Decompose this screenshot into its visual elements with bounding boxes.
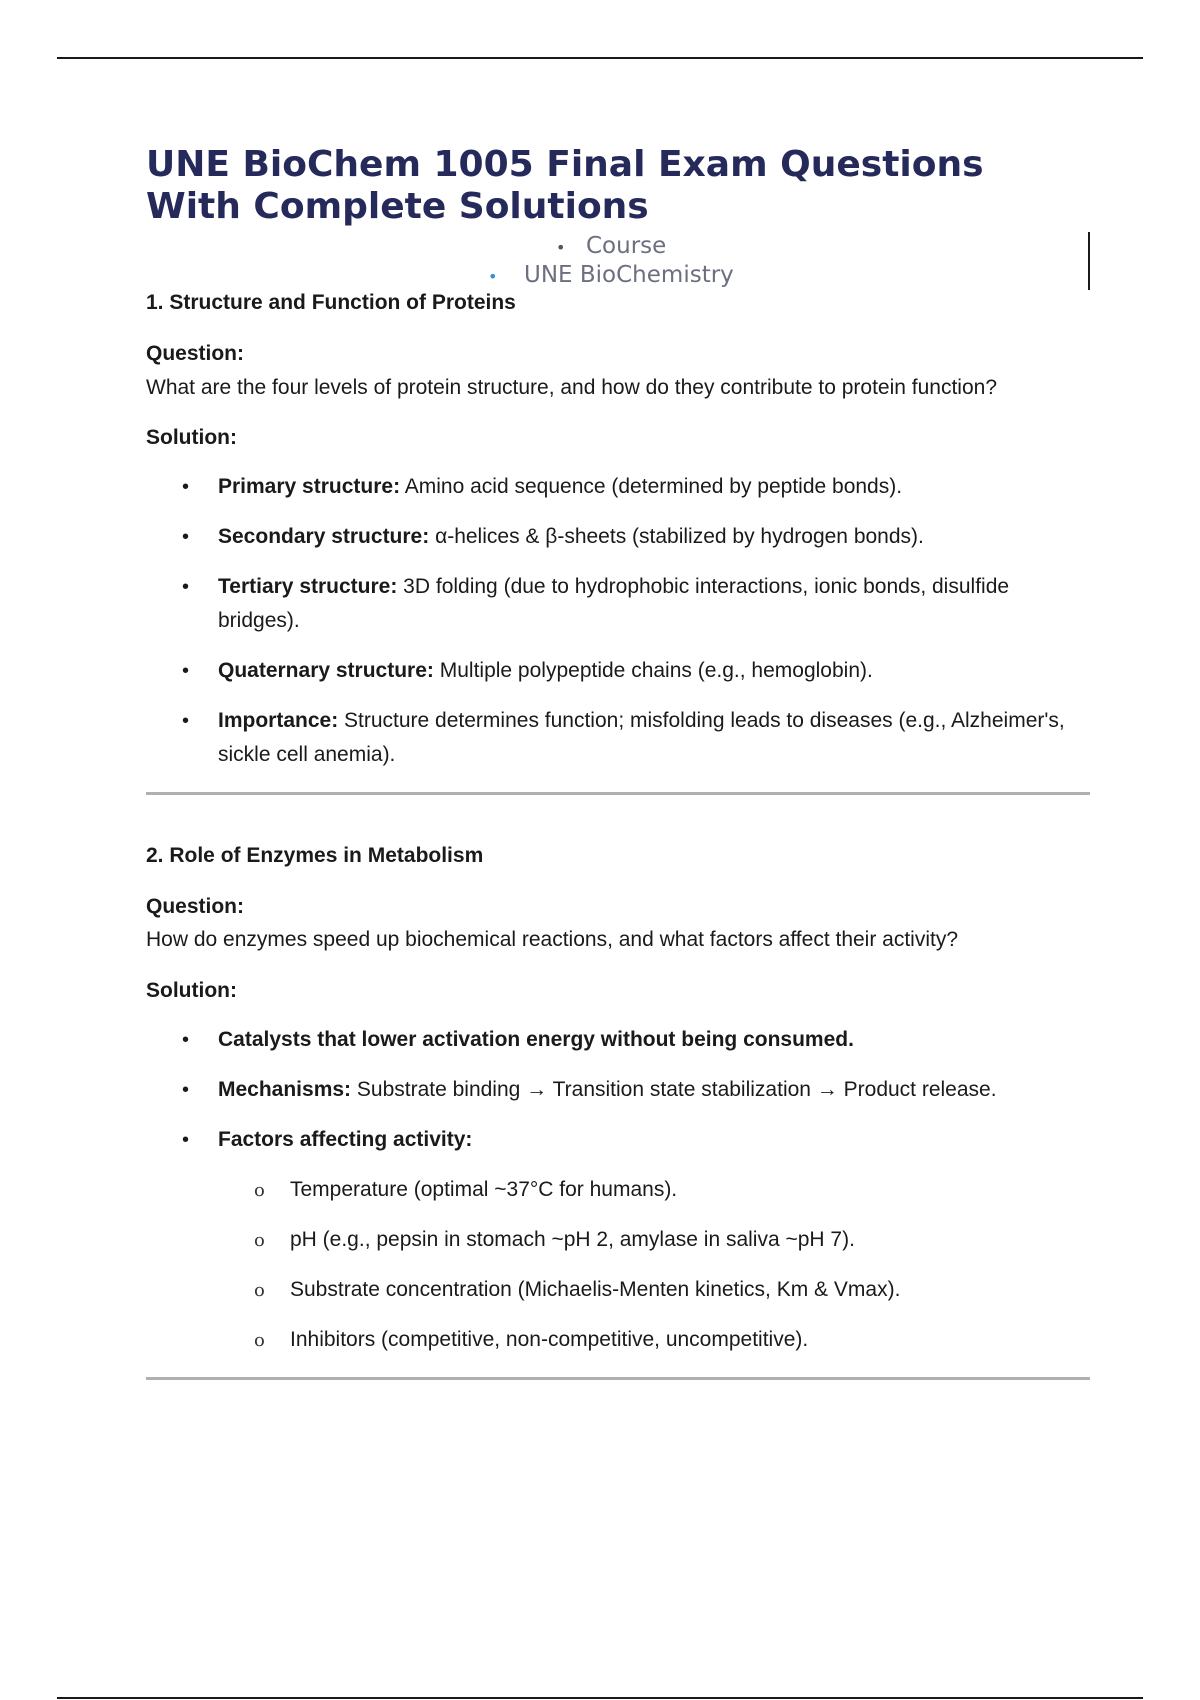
sub-list-item (146, 1273, 900, 1307)
bullet-icon: • (182, 660, 190, 682)
bullet-icon: • (182, 1029, 190, 1051)
question-label: Question: (146, 895, 244, 918)
list-item (146, 654, 1090, 688)
circle-bullet-icon: o (254, 1230, 265, 1251)
list-item (146, 1073, 1090, 1107)
sub-list-item-text: Temperature (optimal ~37°C for humans). (290, 1178, 678, 1201)
factors-sublist (146, 1173, 900, 1373)
circle-bullet-icon: o (254, 1280, 265, 1301)
section-divider (146, 1377, 1090, 1380)
list-item-term: Mechanisms: (218, 1078, 352, 1101)
list-item-term: Importance: (218, 709, 339, 732)
list-item-text: 3D folding (due to hydrophobic interactions, ionic bonds, disulfide bridges). (218, 575, 1010, 632)
list-item-term: Catalysts that lower activation energy without being consumed. (218, 1028, 854, 1051)
solution-label: Solution: (146, 426, 237, 449)
course-label[interactable]: Course (586, 233, 667, 259)
list-item-term: Secondary structure: (218, 525, 430, 548)
circle-bullet-icon: o (254, 1330, 265, 1351)
bullet-icon: • (182, 1129, 190, 1151)
bullet-dot-icon: • (488, 267, 498, 286)
list-item (146, 704, 1090, 772)
list-item-text: Multiple polypeptide chains (e.g., hemoglobin). (433, 659, 873, 682)
question-label: Question: (146, 342, 244, 365)
course-label-line (556, 232, 666, 262)
list-item-term: Tertiary structure: (218, 575, 398, 598)
sub-list-item (146, 1223, 900, 1257)
list-item (146, 570, 1090, 638)
bullet-icon: • (182, 1079, 190, 1101)
sub-list-item-text: pH (e.g., pepsin in stomach ~pH 2, amylase in saliva ~pH 7). (290, 1228, 855, 1251)
list-item-text: α-helices & β-sheets (stabilized by hydrogen bonds). (429, 525, 924, 548)
solution-list (146, 470, 1090, 788)
bullet-icon: • (182, 710, 190, 732)
list-item-text: Substrate binding → Transition state stabilization → Product release. (351, 1078, 997, 1101)
list-item-text: Structure determines function; misfolding leads to diseases (e.g., Alzheimer's, sickle cell anemia). (218, 709, 1065, 766)
page-top-rule (57, 57, 1143, 59)
circle-bullet-icon: o (254, 1180, 265, 1201)
bullet-icon: • (182, 476, 190, 498)
sub-list-item (146, 1173, 900, 1207)
section-heading: 1. Structure and Function of Proteins (146, 291, 516, 314)
list-item (146, 1123, 1090, 1157)
list-item-term: Factors affecting activity: (218, 1128, 473, 1151)
section-divider (146, 792, 1090, 795)
solution-label: Solution: (146, 979, 237, 1002)
course-name-line (488, 261, 734, 291)
bullet-icon: • (182, 526, 190, 548)
question-text: How do enzymes speed up biochemical reactions, and what factors affect their activity? (146, 928, 959, 951)
sub-list-item (146, 1323, 900, 1357)
text-cursor (1088, 232, 1090, 290)
sub-list-item-text: Substrate concentration (Michaelis-Menten kinetics, Km & Vmax). (290, 1278, 901, 1301)
solution-list (146, 1023, 1090, 1173)
list-item-text: Amino acid sequence (determined by peptide bonds). (400, 475, 903, 498)
question-text: What are the four levels of protein structure, and how do they contribute to protein function? (146, 376, 997, 399)
section-heading: 2. Role of Enzymes in Metabolism (146, 844, 484, 867)
list-item (146, 520, 1090, 554)
bullet-dot-icon: • (556, 238, 566, 257)
sub-list-item-text: Inhibitors (competitive, non-competitive, uncompetitive). (290, 1328, 809, 1351)
list-item-term: Primary structure: (218, 475, 401, 498)
list-item (146, 470, 1090, 504)
document-title: UNE BioChem 1005 Final Exam Questions With Complete Solutions (146, 144, 984, 227)
bullet-icon: • (182, 576, 190, 598)
list-item (146, 1023, 1090, 1057)
course-name-link[interactable]: UNE BioChemistry (524, 262, 734, 288)
page-bottom-rule (57, 1697, 1143, 1699)
list-item-term: Quaternary structure: (218, 659, 434, 682)
